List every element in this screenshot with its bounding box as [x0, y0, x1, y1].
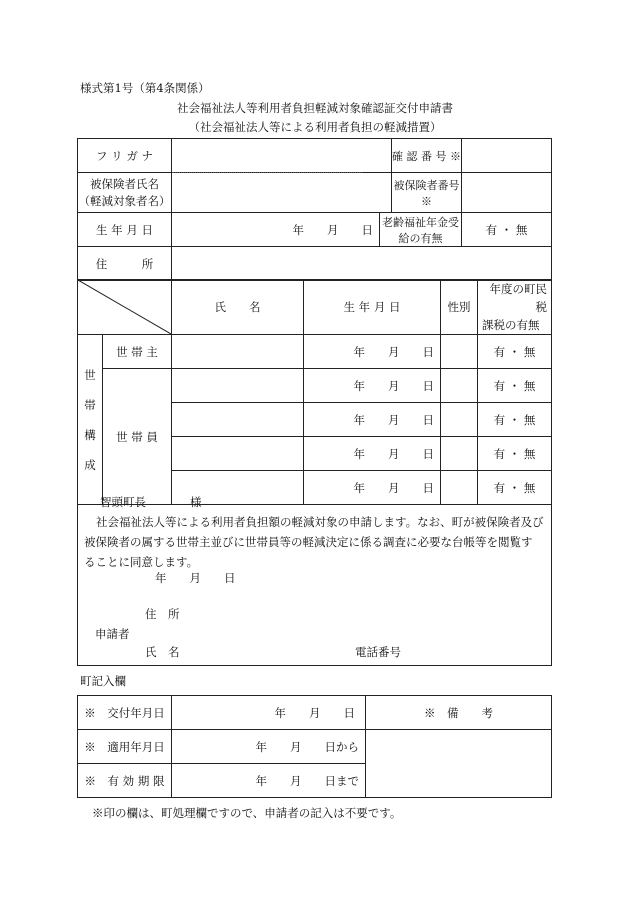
- member-birth[interactable]: 年 月 日: [304, 369, 441, 403]
- head-sex-field[interactable]: [441, 335, 478, 369]
- pension-value[interactable]: 有 ・ 無: [462, 213, 552, 247]
- member-name-field[interactable]: [172, 369, 304, 403]
- insured-no-label: 被保険者番号※: [392, 173, 462, 213]
- office-table: [77, 695, 552, 798]
- member-sex-field[interactable]: [441, 403, 478, 437]
- birth-label: 生 年 月 日: [78, 213, 172, 247]
- office-section-title: 町記入欄: [80, 674, 126, 688]
- insured-no-field[interactable]: [462, 173, 552, 213]
- remarks-field[interactable]: [366, 730, 552, 798]
- applicant-name-label: 氏 名: [145, 645, 180, 659]
- applicant-label: 申請者: [95, 627, 130, 641]
- declaration-line-3: ることに同意します。: [84, 555, 199, 569]
- member-name-field[interactable]: [172, 403, 304, 437]
- col-tax-header: [478, 280, 552, 335]
- address-label: 住 所: [78, 247, 172, 281]
- side-char-3: 構: [84, 427, 96, 442]
- side-char-2: 帯: [84, 397, 96, 412]
- side-char-4: 成: [84, 457, 96, 472]
- confirm-no-label: 確 認 番 号 ※: [392, 139, 462, 173]
- footnote: ※印の欄は、町処理欄ですので、申請者の記入は不要です。: [92, 806, 402, 820]
- honorific: 様: [190, 495, 202, 509]
- addressee: 智頭町長: [100, 495, 146, 509]
- insured-name-cell: [78, 173, 172, 213]
- side-char-1: 世: [84, 367, 96, 382]
- member-tax[interactable]: 有 ・ 無: [478, 471, 552, 505]
- household-head-label: 世 帯 主: [103, 335, 172, 369]
- member-birth[interactable]: 年 月 日: [304, 403, 441, 437]
- issue-date-label: ※ 交付年月日: [78, 696, 172, 730]
- form-title: 社会福祉法人等利用者負担軽減対象確認証交付申請書: [177, 101, 453, 115]
- furigana-field[interactable]: [172, 139, 392, 173]
- form-subtitle: （社会福祉法人等による利用者負担の軽減措置）: [188, 120, 442, 134]
- pension-label: 老齢福祉年金受給の有無: [380, 213, 462, 247]
- col-sex-header: 性別: [441, 280, 478, 335]
- col-tax-line2: 課税の有無: [482, 318, 540, 332]
- member-sex-field[interactable]: [441, 437, 478, 471]
- col-name-header: 氏 名: [172, 280, 304, 335]
- member-tax[interactable]: 有 ・ 無: [478, 403, 552, 437]
- confirm-no-field[interactable]: [462, 139, 552, 173]
- insured-name-sub: （軽減対象者名）: [78, 193, 171, 208]
- head-birth[interactable]: 年 月 日: [304, 335, 441, 369]
- insured-name-field[interactable]: [172, 173, 392, 213]
- declaration-text: [84, 512, 549, 572]
- declaration-line-2: 被保険者の属する世帯主並びに世帯員等の軽減決定に係る調査に必要な台帳等を閲覧す: [84, 535, 533, 549]
- remarks-label: ※ 備 考: [366, 696, 552, 730]
- household-side-label: [78, 335, 103, 505]
- member-sex-field[interactable]: [441, 369, 478, 403]
- household-table: [77, 279, 552, 505]
- col-tax-line1: 年度の町民税: [489, 282, 547, 314]
- birth-value[interactable]: 年 月 日: [172, 213, 380, 247]
- applicant-table: [77, 138, 552, 281]
- diagonal-line: [78, 280, 171, 334]
- form-number: 様式第1号（第4条関係）: [80, 81, 210, 95]
- member-tax[interactable]: 有 ・ 無: [478, 369, 552, 403]
- issue-date-value[interactable]: 年 月 日: [172, 696, 366, 730]
- declaration-line-1: 社会福祉法人等による利用者負担額の軽減対象の申請します。なお、町が被保険者及び: [96, 515, 544, 529]
- header-corner: [78, 280, 172, 335]
- declaration-date[interactable]: 年 月 日: [155, 571, 236, 585]
- furigana-divider: [172, 172, 362, 173]
- member-birth[interactable]: 年 月 日: [304, 437, 441, 471]
- valid-until-label: ※ 有 効 期 限: [78, 764, 172, 798]
- col-birth-header: 生 年 月 日: [304, 280, 441, 335]
- member-name-field[interactable]: [172, 437, 304, 471]
- furigana-label: フ リ ガ ナ: [78, 139, 172, 173]
- apply-date-value[interactable]: 年 月 日から: [172, 730, 366, 764]
- head-tax[interactable]: 有 ・ 無: [478, 335, 552, 369]
- member-birth[interactable]: 年 月 日: [304, 471, 441, 505]
- household-member-label: 世 帯 員: [103, 369, 172, 505]
- head-name-field[interactable]: [172, 335, 304, 369]
- phone-label: 電話番号: [355, 645, 401, 659]
- valid-until-value[interactable]: 年 月 日まで: [172, 764, 366, 798]
- member-tax[interactable]: 有 ・ 無: [478, 437, 552, 471]
- insured-name-label: 被保険者氏名: [90, 176, 159, 191]
- applicant-address-label: 住 所: [145, 607, 180, 621]
- apply-date-label: ※ 適用年月日: [78, 730, 172, 764]
- address-field[interactable]: [172, 247, 552, 281]
